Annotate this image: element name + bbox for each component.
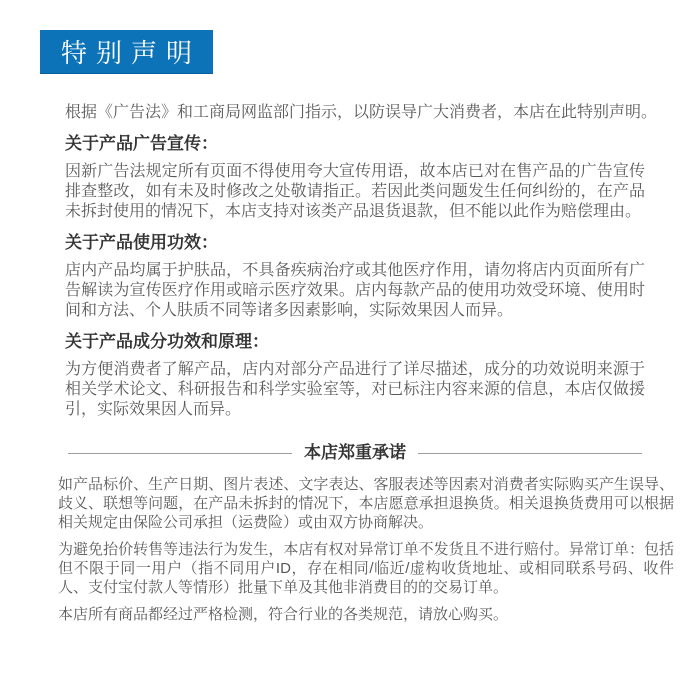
section-body-ad-promotion: 因新广告法规定所有页面不得使用夸大宣传用语，故本店已对在售产品的广告宣传排查整改，如有未及时修改之处敬请指正。若因此类问题发生任何纠纷的，在产品未拆封使用的情况下，本店支持对该类产品退货退款，但不能以此作为赔偿理由。: [65, 163, 645, 220]
title-badge: [40, 30, 213, 74]
promise-paragraph-returns: 如产品标价、生产日期、图片表述、文字表达、客服表述等因素对消费者实际购买产生误导、歧义、联想等问题，在产品未拆封的情况下，本店愿意承担退换货。相关退换货费用可以根据相关规定由保险公司承担（运费险）或由双方协商解决。: [58, 476, 674, 531]
intro-paragraph: 根据《广告法》和工商局网监部门指示，以防误导广大消费者，本店在此特别声明。: [65, 104, 658, 121]
divider-line-left: [68, 453, 292, 454]
statement-body: [65, 103, 658, 420]
promise-title: 本店郑重承诺: [304, 443, 406, 462]
section-body-ingredient-principle: 为方便消费者了解产品，店内对部分产品进行了详尽描述，成分的功效说明来源于相关学术论文、科研报告和科学实验室等，对已标注内容来源的信息，本店仅做援引，实际效果因人而异。: [65, 361, 645, 418]
section-heading-ad-promotion: 关于产品广告宣传：: [65, 134, 218, 153]
section-heading-ingredient-principle: 关于产品成分功效和原理：: [65, 332, 269, 351]
promise-paragraph-quality: 本店所有商品都经过严格检测，符合行业的各类规范，请放心购买。: [58, 606, 509, 623]
promise-paragraph-abnormal-orders: 为避免抬价转售等违法行为发生，本店有权对异常订单不发货且不进行赔付。异常订单：包括但不限于同一用户（指不同用户ID，存在相同/临近/虚构收货地址、或相同联系号码、收件人、支付宝付款人等情形）批量下单及其他非消费目的的交易订单。: [58, 541, 674, 596]
divider-line-right: [418, 453, 642, 454]
title-badge-label: 特别声明: [60, 38, 201, 68]
section-body-usage-effect: 店内产品均属于护肤品，不具备疾病治疗或其他医疗作用，请勿将店内页面所有广告解读为宣传医疗作用或暗示医疗效果。店内每款产品的使用功效受环境、使用时间和方法、个人肤质不同等诸多因素影响，实际效果因人而异。: [65, 262, 645, 319]
section-heading-usage-effect: 关于产品使用功效：: [65, 233, 218, 252]
promise-divider: [68, 440, 642, 466]
promise-body: [58, 475, 674, 624]
